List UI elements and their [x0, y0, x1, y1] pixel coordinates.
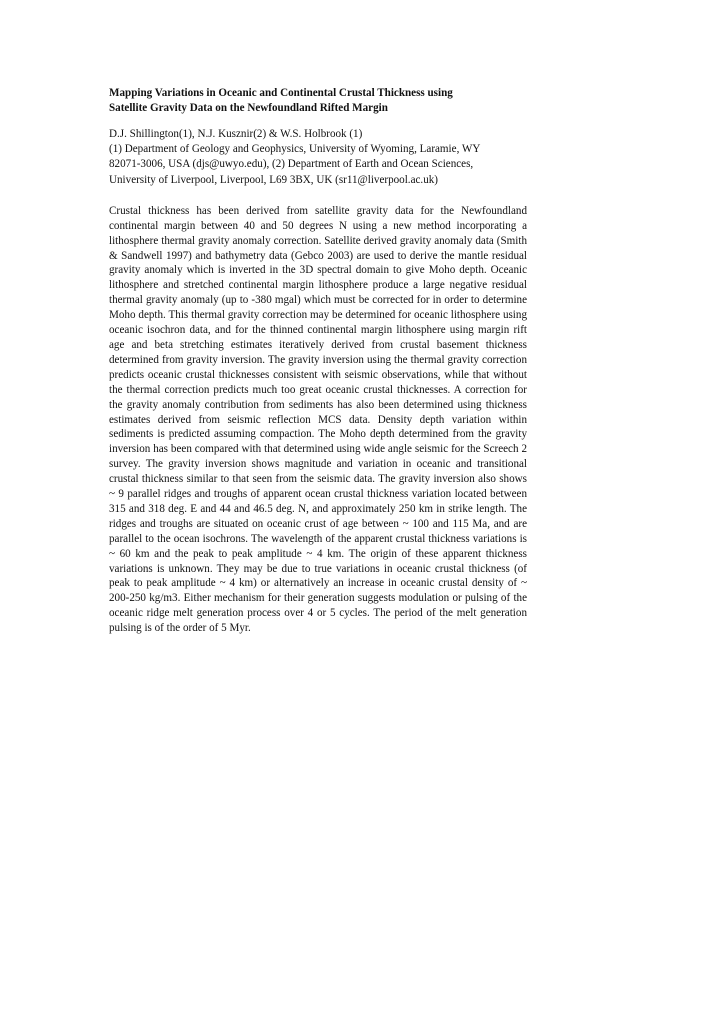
affiliation-line-3: University of Liverpool, Liverpool, L69 3BX, UK (sr11@liverpool.ac.uk) — [109, 173, 438, 186]
affiliation-line-1: (1) Department of Geology and Geophysics, University of Wyoming, Laramie, WY — [109, 143, 481, 156]
paper-title — [109, 86, 527, 115]
abstract-text: Crustal thickness has been derived from satellite gravity data for the Newfoundland continental margin between 40 and 50 degrees N using a new method incorporating a lithosphere thermal gravity anomaly correction. Satellite derived gravity anomaly data (Smith & Sandwell 1997) and bathymetry data (Gebco 2003) are used to derive the mantle residual gravity anomaly which is inverted in the 3D spectral domain to give Moho depth. Oceanic lithosphere and stretched continental margin lithosphere produce a large negative residual thermal gravity anomaly (up to -380 mgal) which must be corrected for in order to determine Moho depth. This thermal gravity correction may be determined for oceanic lithosphere using oceanic isochron data, and for the thinned continental margin lithosphere using margin rift age and beta stretching estimates iteratively derived from crustal basement thickness determined from gravity inversion. The gravity inversion using the thermal gravity correction predicts oceanic crustal thicknesses consistent with seismic observations, while that without the thermal correction predicts much too great oceanic crustal thicknesses. A correction for the gravity anomaly contribution from sediments has also been determined using thickness estimates derived from seismic reflection MCS data. Density depth variation within sediments is predicted assuming compaction. The Moho depth determined from the gravity inversion has been compared with that determined using wide angle seismic for the Screech 2 survey. The gravity inversion shows magnitude and variation in oceanic and transitional crustal thickness similar to that seen from the seismic data. The gravity inversion also shows ~ 9 parallel ridges and troughs of apparent ocean crustal thickness variation located between 315 and 318 deg. E and 44 and 46.5 deg. N, and approximately 250 km in strike length. The ridges and troughs are situated on oceanic crust of age between ~ 100 and 115 Ma, and are parallel to the ocean isochrons. The wavelength of the apparent crustal thickness variations is ~ 60 km and the peak to peak amplitude ~ 4 km. The origin of these apparent thickness variations is unknown. They may be due to true variations in oceanic crustal thickness (of peak to peak amplitude ~ 4 km) or alternatively an increase in oceanic crustal density of ~ 200-250 kg/m3. Either mechanism for their generation suggests modulation or pulsing of the oceanic ridge melt generation process over 4 or 5 cycles. The period of the melt generation pulsing is of the order of 5 Myr. — [109, 204, 527, 635]
author-list: D.J. Shillington(1), N.J. Kusznir(2) & W.S. Holbrook (1) — [109, 128, 363, 140]
abstract-content — [109, 86, 527, 647]
authors-and-affiliations — [109, 127, 527, 188]
title-line-2: Satellite Gravity Data on the Newfoundland Rifted Margin — [109, 101, 388, 114]
title-line-1: Mapping Variations in Oceanic and Continental Crustal Thickness using — [109, 87, 453, 99]
affiliation-line-2: 82071-3006, USA (djs@uwyo.edu), (2) Department of Earth and Ocean Sciences, — [109, 158, 474, 171]
